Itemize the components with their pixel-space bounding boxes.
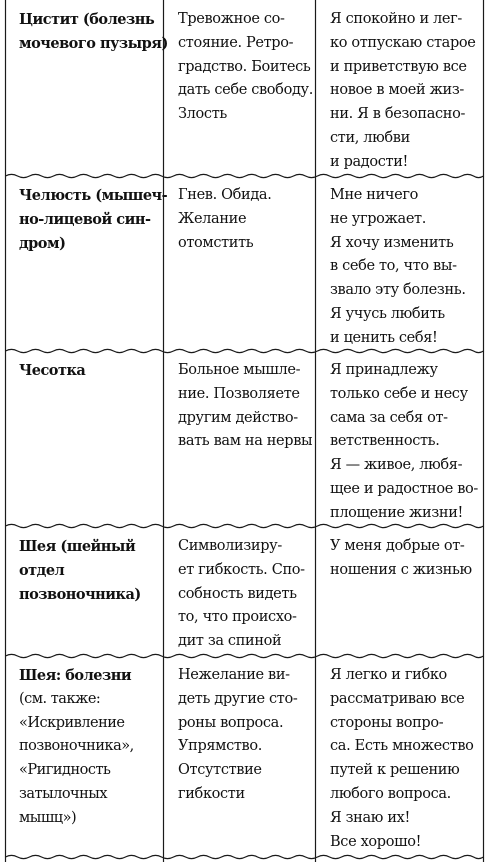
row-4-affirmation: У меня добрые от- ношения с жизнью <box>330 538 472 578</box>
row-5-term: Шея: болезни (см. также: «Искривление позвоночника», «Ригидность затылочных мышц») <box>19 667 134 826</box>
row-4-cause: Символизиру- ет гибкость. Спо- собность видеть то, что происхо- дит за спиной <box>178 538 305 650</box>
row-divider-bottom <box>6 855 484 858</box>
row-5-affirmation: Я легко и гибко рассматриваю все стороны вопро- са. Есть множество путей к решению любого вопроса. Я знаю их! Все хорошо! <box>330 667 474 850</box>
row-2-affirmation: Мне ничего не угрожает. Я хочу изменить в себе то, что вы- звало эту болезнь. Я учусь любить и ценить себя! <box>330 187 466 346</box>
row-3-affirmation: Я принадлежу только себе и несу сама за себя от- ветственность. Я — живое, любя- щее и радостное во- площение жизни! <box>330 362 478 521</box>
row-2-term: Челюсть (мышеч- но-лицевой син- дром) <box>19 187 168 252</box>
row-1-term: Цистит (болезнь мочевого пузыря) <box>19 11 168 52</box>
row-4-term: Шея (шейный отдел позвоночника) <box>19 538 141 603</box>
row-divider-1 <box>6 174 484 177</box>
row-2-cause: Гнев. Обида. Желание отомстить <box>178 187 272 251</box>
row-1-affirmation: Я спокойно и лег- ко отпускаю старое и приветствую все новое в моей жиз- ни. Я в безопасно- сти, любви и радости! <box>330 11 476 170</box>
row-3-term: Чесотка <box>19 362 86 379</box>
row-divider-4 <box>6 654 484 657</box>
row-3-cause: Больное мышле- ние. Позволяете другим действо- вать вам на нервы <box>178 362 313 450</box>
row-5-cause: Нежелание ви- деть другие сто- роны вопроса. Упрямство. Отсутствие гибкости <box>178 667 298 802</box>
row-1-cause: Тревожное со- стояние. Ретро- градство. Боитесь дать себе свободу. Злость <box>178 11 313 123</box>
